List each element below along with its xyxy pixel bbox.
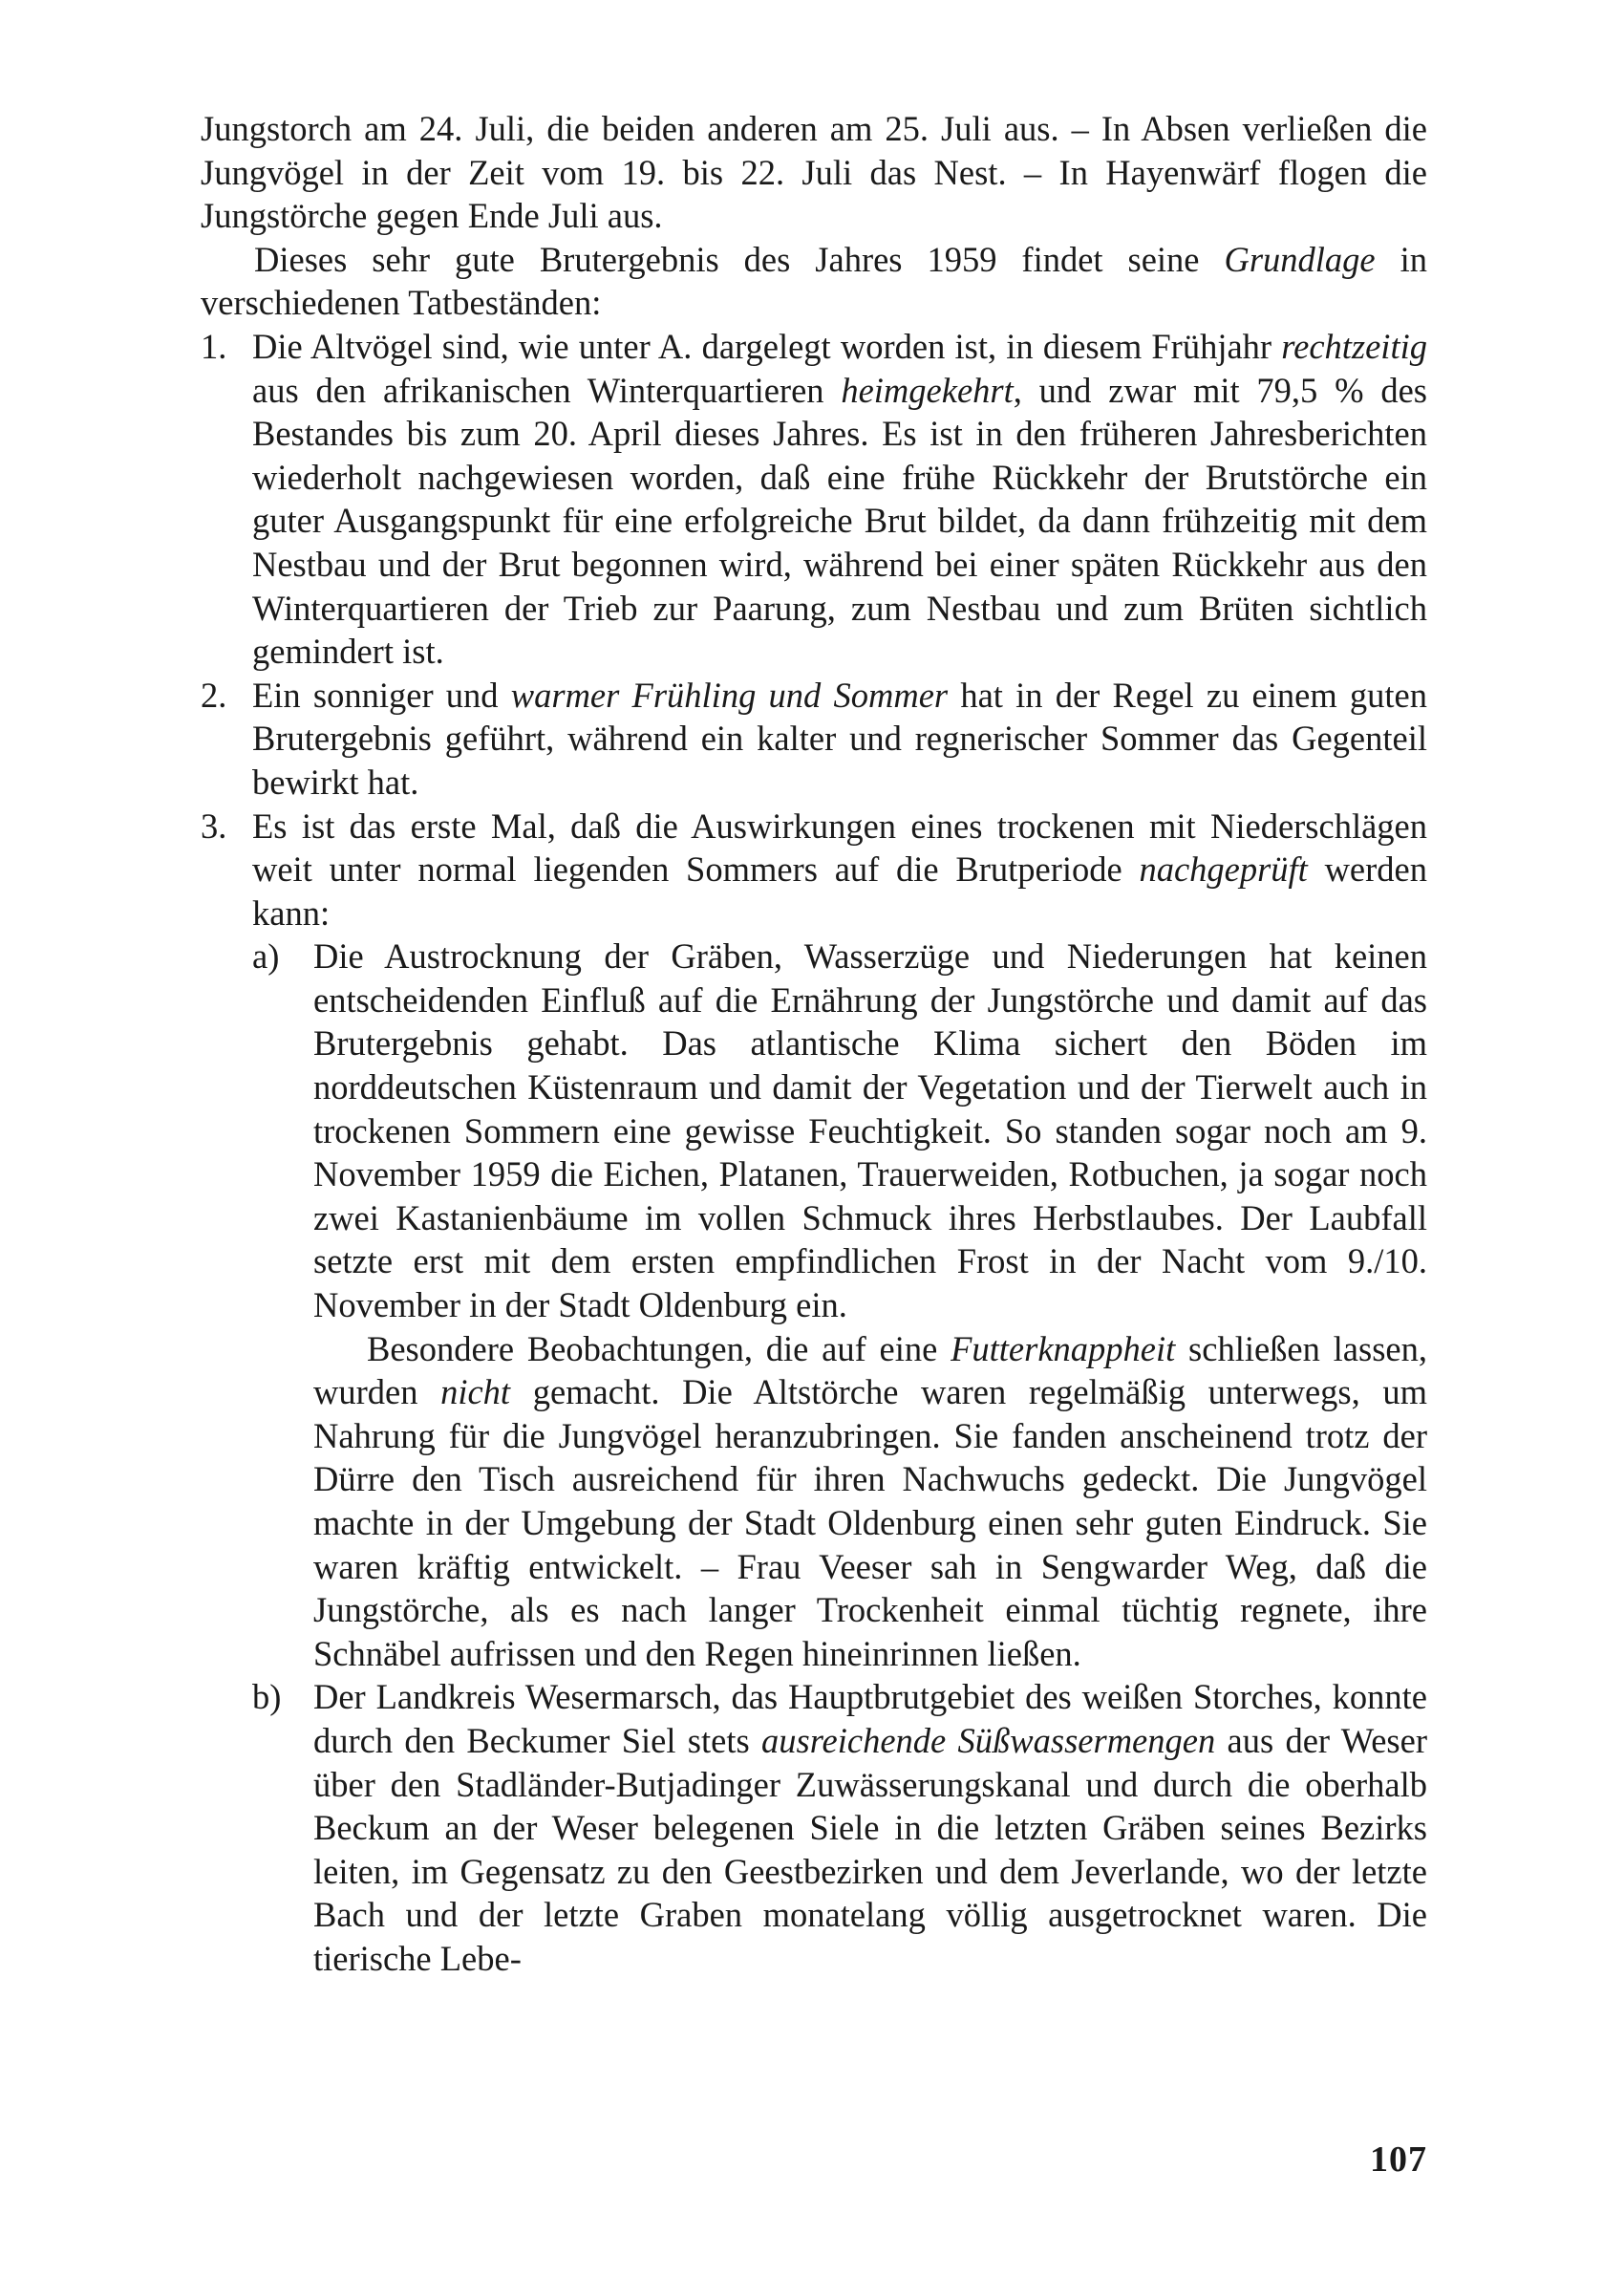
item-3-text (252, 805, 1427, 935)
item-1-part-3: , und zwar mit 79,5 % des Bestandes bis zum 20. April dieses Jahres. Es ist in den früheren Jahresberichten wiederholt nachgewiesen worden, daß eine frühe Rückkehr der Brutstörche ein guter Ausgangspunkt für eine erfolgreiche Brut bildet, da dann frühzeitig mit dem Nestbau und der Brut begonnen wird, während bei einer späten Rückkehr aus den Winterquartieren der Trieb zur Paarung, zum Nestbau und zum Brüten sichtlich gemindert ist. (252, 370, 1427, 672)
sub-item-a (252, 935, 1427, 1326)
item-2-part-1: Ein sonniger und (252, 675, 511, 715)
item-1-text (252, 325, 1427, 674)
list-item-1 (201, 325, 1427, 674)
item-3-number: 3. (201, 806, 227, 846)
sub-a-p2-part-3: gemacht. Die Altstörche waren regelmäßig unterwegs, um Nahrung für die Jungvögel heranzubringen. Sie fanden anscheinend trotz der Dürre den Tisch ausreichend für ihren Nachwuchs gedeckt. Die Jungvögel machte in der Umgebung der Stadt Oldenburg einen sehr guten Eindruck. Sie waren kräftig entwickelt. – Frau Veeser sah in Sengwarder Weg, daß die Jungstörche, als es nach langer Trockenheit einmal tüchtig regnete, ihre Schnäbel aufrissen und den Regen hineinrinnen ließen. (313, 1372, 1428, 1673)
summary-emphasis: Grundlage (1224, 239, 1376, 279)
sub-b-emphasis-1: ausreichende Süßwassermengen (760, 1720, 1216, 1760)
sub-a-p2-emphasis-1: Futterknappheit (951, 1328, 1176, 1368)
item-1-number: 1. (201, 326, 227, 366)
item-3-part-1: Es ist das erste Mal, daß die Auswirkungen eines trockenen mit Niederschlägen weit unter normal liegenden Sommers auf die Brutperiode (252, 806, 1427, 890)
sub-b-part-1: Der Landkreis Wesermarsch, das Hauptbrutgebiet des weißen Storches, konnte durch den Beckumer Siel stets (313, 1677, 1427, 1760)
item-1-part-2: aus den afrikanischen Winterquartieren (252, 370, 842, 410)
item-1-emphasis-2: heimgekehrt (841, 370, 1014, 410)
summary-text-1: Dieses sehr gute Brutergebnis des Jahres 1959 findet seine (254, 239, 1225, 279)
sub-a-p2-emphasis-2: nicht (440, 1372, 511, 1412)
sub-item-a-paragraph-2 (313, 1327, 1427, 1676)
sub-item-a-text: Die Austrocknung der Gräben, Wasserzüge und Niederungen hat keinen entscheidenden Einfluß auf die Ernährung der Jungstörche und damit auf das Brutergebnis gehabt. Das atlantische Klima sichert den Böden im norddeutschen Küstenraum und damit der Vegetation und der Tierwelt auch in trockenen Sommern eine gewisse Feuchtigkeit. So standen sogar noch am 9. November 1959 die Eichen, Platanen, Trauerweiden, Rotbuchen, ja sogar noch zwei Kastanienbäume im vollen Schmuck ihres Herbstlaubes. Der Laubfall setzte erst mit dem ersten empfindlichen Frost in der Nacht vom 9./10. November in der Stadt Oldenburg ein. (313, 936, 1427, 1325)
sub-a-p2-part-1: Besondere Beobachtungen, die auf eine (367, 1328, 951, 1368)
item-2-text (252, 674, 1427, 805)
sub-item-b (252, 1675, 1427, 1980)
item-3-emphasis-1: nachgeprüft (1139, 849, 1308, 890)
sub-item-b-letter: b) (252, 1677, 282, 1717)
sub-a-p2-part-2: schließen lassen, wurden (313, 1328, 1427, 1412)
sub-item-a-letter: a) (252, 936, 280, 977)
item-3-part-2: werden kann: (252, 849, 1427, 933)
sub-b-part-2: aus der Weser über den Stadländer-Butjadinger Zuwässerungskanal und durch die oberhalb Beckum an der Weser belegenen Siele in die letzten Gräben seines Bezirks leiten, im Gegensatz zu den Geestbezirken und dem Jeverlande, wo der letzte Bach und der letzte Graben monatelang völlig ausgetrocknet waren. Die tierische Lebe- (313, 1720, 1427, 1978)
summary-paragraph (201, 238, 1427, 325)
summary-text-2: in verschiedenen Tatbeständen: (201, 239, 1427, 323)
item-2-number: 2. (201, 675, 227, 715)
page-number: 107 (1370, 2139, 1427, 2180)
sub-item-b-text (313, 1675, 1427, 1980)
list-item-3 (201, 805, 1427, 935)
item-2-part-2: hat in der Regel zu einem guten Brutergebnis geführt, während ein kalter und regnerischer Sommer das Gegenteil bewirkt hat. (252, 675, 1428, 802)
list-item-2 (201, 674, 1427, 805)
item-1-emphasis-1: rechtzeitig (1281, 326, 1427, 366)
item-2-emphasis-1: warmer Frühling und Sommer (510, 675, 949, 715)
item-1-part-1: Die Altvögel sind, wie unter A. dargelegt worden ist, in diesem Frühjahr (252, 326, 1282, 366)
intro-paragraph: Jungstorch am 24. Juli, die beiden anderen am 25. Juli aus. – In Absen verließen die Jungvögel in der Zeit vom 19. bis 22. Juli das Nest. – In Hayenwärf flogen die Jungstörche gegen Ende Juli aus. (201, 109, 1427, 236)
page-content (201, 107, 1427, 1981)
